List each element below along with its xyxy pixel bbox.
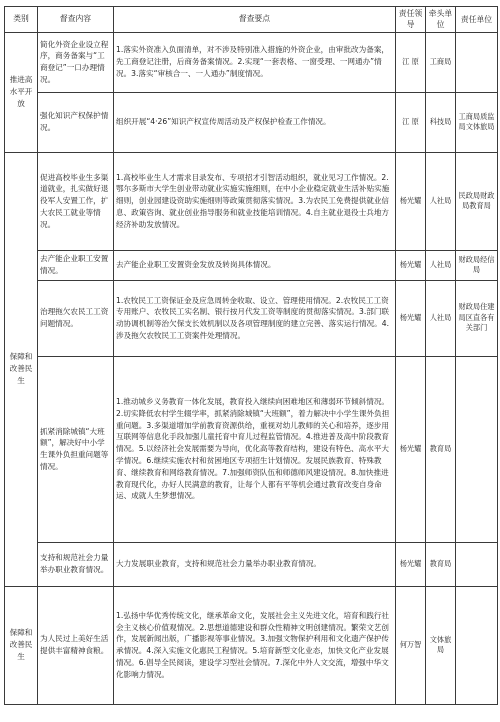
content-cell: 支持和规范社会力量举办职业教育情况。 — [38, 542, 114, 586]
lead-unit-cell: 文体旅局 — [426, 586, 456, 704]
leader-cell: 江 原 — [396, 32, 426, 92]
table-row — [5, 356, 498, 542]
requirements-cell: 1.弘扬中华优秀传统文化，继承革命文化，发展社会主义先进文化，培育和践行社会主义核心价值观情况。2.思想道德建设和群众性精神文明创建情况。繁荣文艺创作，发展新闻出版，广播影视等事业情况。3.加强文物保护利用和文化遗产保护传承情况。4.深入实施文化惠民工程情况。5.培育新型文化业态，加快文化产业发展情况。6.倡导全民阅读，建设学习型社会情况。7.深化中外人文交流，增强中华文化影响力情况。 — [114, 586, 396, 704]
table-row — [5, 32, 498, 92]
lead-unit-cell: 教育局 — [426, 356, 456, 542]
lead-unit-cell: 科技局 — [426, 92, 456, 152]
lead-unit-cell: 教育局 — [426, 542, 456, 586]
lead-unit-cell: 人社局 — [426, 280, 456, 356]
content-cell: 简化外资企业设立程序，商务备案与“工商登记”一口办理情况。 — [38, 32, 114, 92]
header-coop-unit: 责任单位 — [456, 7, 498, 33]
table-row — [5, 250, 498, 280]
table-row — [5, 542, 498, 586]
leader-cell: 杨光耀 — [396, 280, 426, 356]
coop-unit-cell — [456, 542, 498, 586]
supervision-table — [4, 6, 498, 705]
header-leader: 责任领导 — [396, 7, 426, 33]
requirements-cell: 组织开展“4·26”知识产权宣传周活动及产权保护检查工作情况。 — [114, 92, 396, 152]
leader-cell: 杨光耀 — [396, 152, 426, 250]
table-row — [5, 152, 498, 250]
lead-unit-cell: 人社局 — [426, 250, 456, 280]
requirements-cell: 1.推动城乡义务教育一体化发展，教育投入继续向困难地区和薄弱环节倾斜情况。2.切实降低农村学生辍学率，抓紧消除城镇“大班额”，着力解决中小学生课外负担重问题。3.多渠道增加学前教育资源供给，重视对幼儿教师的关心和培养，逐步用互联网等信息化手段加强儿童托育中育儿过程监管情况。4.推进普及高中阶段教育情况。5.以经济社会发展需要为导向，优化高等教育结构，建设有特色、高水平大学情况。6.继续实施农村和贫困地区专项招生计划情况。发展民族教育、特殊教育、继续教育和网络教育情况。7.加强师资队伍和师德师风建设情况。8.加快推进教育现代化，办好人民满意的教育，让每个人都有平等机会通过教育改变自身命运、成就人生梦想情况。 — [114, 356, 396, 542]
leader-cell: 杨光耀 — [396, 542, 426, 586]
header-row — [5, 7, 498, 33]
table-row — [5, 586, 498, 704]
leader-cell: 江 原 — [396, 92, 426, 152]
content-cell: 去产能企业职工安置情况。 — [38, 250, 114, 280]
category-cell: 保障和改善民生 — [5, 152, 38, 586]
leader-cell: 杨光耀 — [396, 250, 426, 280]
coop-unit-cell: 财政局经信局 — [456, 250, 498, 280]
content-cell: 促进高校毕业生多渠道就业，扎实做好退役军人安置工作，扩大农民工就业等情况。 — [38, 152, 114, 250]
content-cell: 治理拖欠农民工工资问题情况。 — [38, 280, 114, 356]
header-requirements: 督查要点 — [114, 7, 396, 33]
requirements-cell: 1.农牧民工工资保证金及应急周转金收取、设立、管理使用情况。2.农牧民工工资专用账户、农牧民工实名制、银行按月代发工资等制度的贯彻落实情况。3.部门联动协调机制等治欠保支长效机制以及各项管理制度的建立完善、落实运行情况。4.涉及拖欠农牧民工工资案件处理情况。 — [114, 280, 396, 356]
leader-cell: 何万智 — [396, 586, 426, 704]
header-content: 督查内容 — [38, 7, 114, 33]
requirements-cell: 大力发展职业教育，支持和规范社会力量举办职业教育情况。 — [114, 542, 396, 586]
content-cell: 抓紧消除城镇“大班额”，解决好中小学生课外负担重问题等情况。 — [38, 356, 114, 542]
header-category: 类别 — [5, 7, 38, 33]
header-lead-unit: 牵头单位 — [426, 7, 456, 33]
coop-unit-cell — [456, 32, 498, 92]
requirements-cell: 1.高校毕业生人才需求目录发布、专项招才引智活动组织，就业见习工作情况。2.鄂尔多斯市大学生创业带动就业实施实施细则，在中小企业稳定就业生活补贴实施细则，创业园建设资助实施细则等政策贯彻落实情况。3.为农民工免费提供就业信息、政策咨询、就业创业指导服务和就业技能培训情况。4.自主就业退役士兵地方经济补助发放情况。 — [114, 152, 396, 250]
table-row — [5, 92, 498, 152]
coop-unit-cell — [456, 356, 498, 542]
coop-unit-cell: 工商局质监局文体旅局 — [456, 92, 498, 152]
coop-unit-cell — [456, 586, 498, 704]
lead-unit-cell: 人社局 — [426, 152, 456, 250]
coop-unit-cell: 财政局住建局区直各有关部门 — [456, 280, 498, 356]
category-cell: 保障和改善民生 — [5, 586, 38, 704]
requirements-cell: 1.落实外资准入负面清单，对不涉及特别准入措施的外资企业，由审批改为备案，先工商登记注册，后商务备案情况。2.实现“一套表格、一窗受理、一网通办”情况。3.落实“审核合一、一人通办”制度情况。 — [114, 32, 396, 92]
category-cell: 推进高水平开放 — [5, 32, 38, 152]
requirements-cell: 去产能企业职工安置资金发放及转岗具体情况。 — [114, 250, 396, 280]
table-row — [5, 280, 498, 356]
content-cell: 强化知识产权保护情况。 — [38, 92, 114, 152]
content-cell: 为人民过上美好生活提供丰富精神食粮。 — [38, 586, 114, 704]
leader-cell: 杨光耀 — [396, 356, 426, 542]
lead-unit-cell: 工商局 — [426, 32, 456, 92]
coop-unit-cell: 民政局财政局教育局 — [456, 152, 498, 250]
